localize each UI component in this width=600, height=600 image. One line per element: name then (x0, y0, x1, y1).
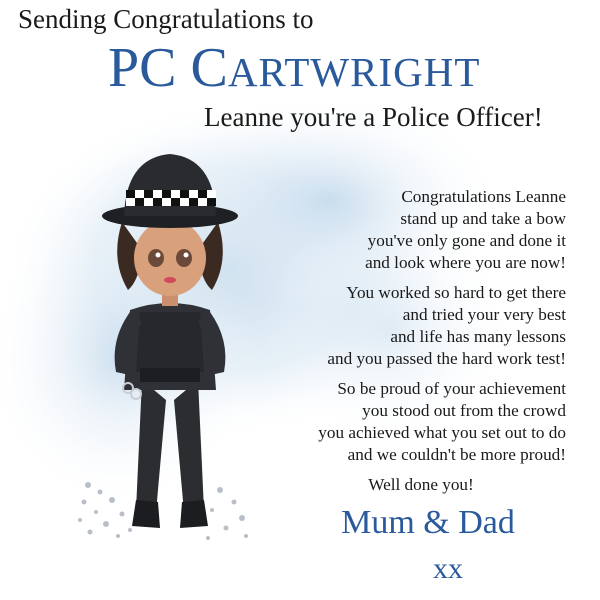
recipient-name-initial: PC C (108, 37, 228, 99)
header-subtitle: Leanne you're a Police Officer! (204, 102, 543, 132)
poem-line: stand up and take a bow (400, 209, 566, 228)
poem-line: and we couldn't be more proud! (347, 445, 566, 464)
poem-line: you achieved what you set out to do (318, 423, 566, 442)
poem-closing (236, 474, 566, 496)
recipient-name (108, 37, 481, 99)
poem-stanza-1 (236, 186, 566, 274)
poem-stanza-3 (236, 378, 566, 466)
recipient-name-rest: ARTWRIGHT (227, 49, 481, 95)
poem-line: and life has many lessons (390, 327, 566, 346)
poem-line: and tried your very best (402, 305, 566, 324)
poem-line: you've only gone and done it (367, 231, 566, 250)
poem-line: you stood out from the crowd (362, 401, 566, 420)
header-greeting: Sending Congratulations to (18, 4, 314, 34)
poem-stanza-2 (236, 282, 566, 370)
poem-line: Congratulations Leanne (401, 187, 566, 206)
poem-closing-line: Well done you! (368, 475, 474, 494)
poem-line: You worked so hard to get there (346, 283, 566, 302)
kisses: xx (433, 552, 463, 585)
poem-line: and look where you are now! (365, 253, 566, 272)
poem-line: and you passed the hard work test! (327, 349, 566, 368)
signoff: Mum & Dad (341, 504, 515, 541)
poem (236, 186, 566, 504)
poem-line: So be proud of your achievement (337, 379, 566, 398)
